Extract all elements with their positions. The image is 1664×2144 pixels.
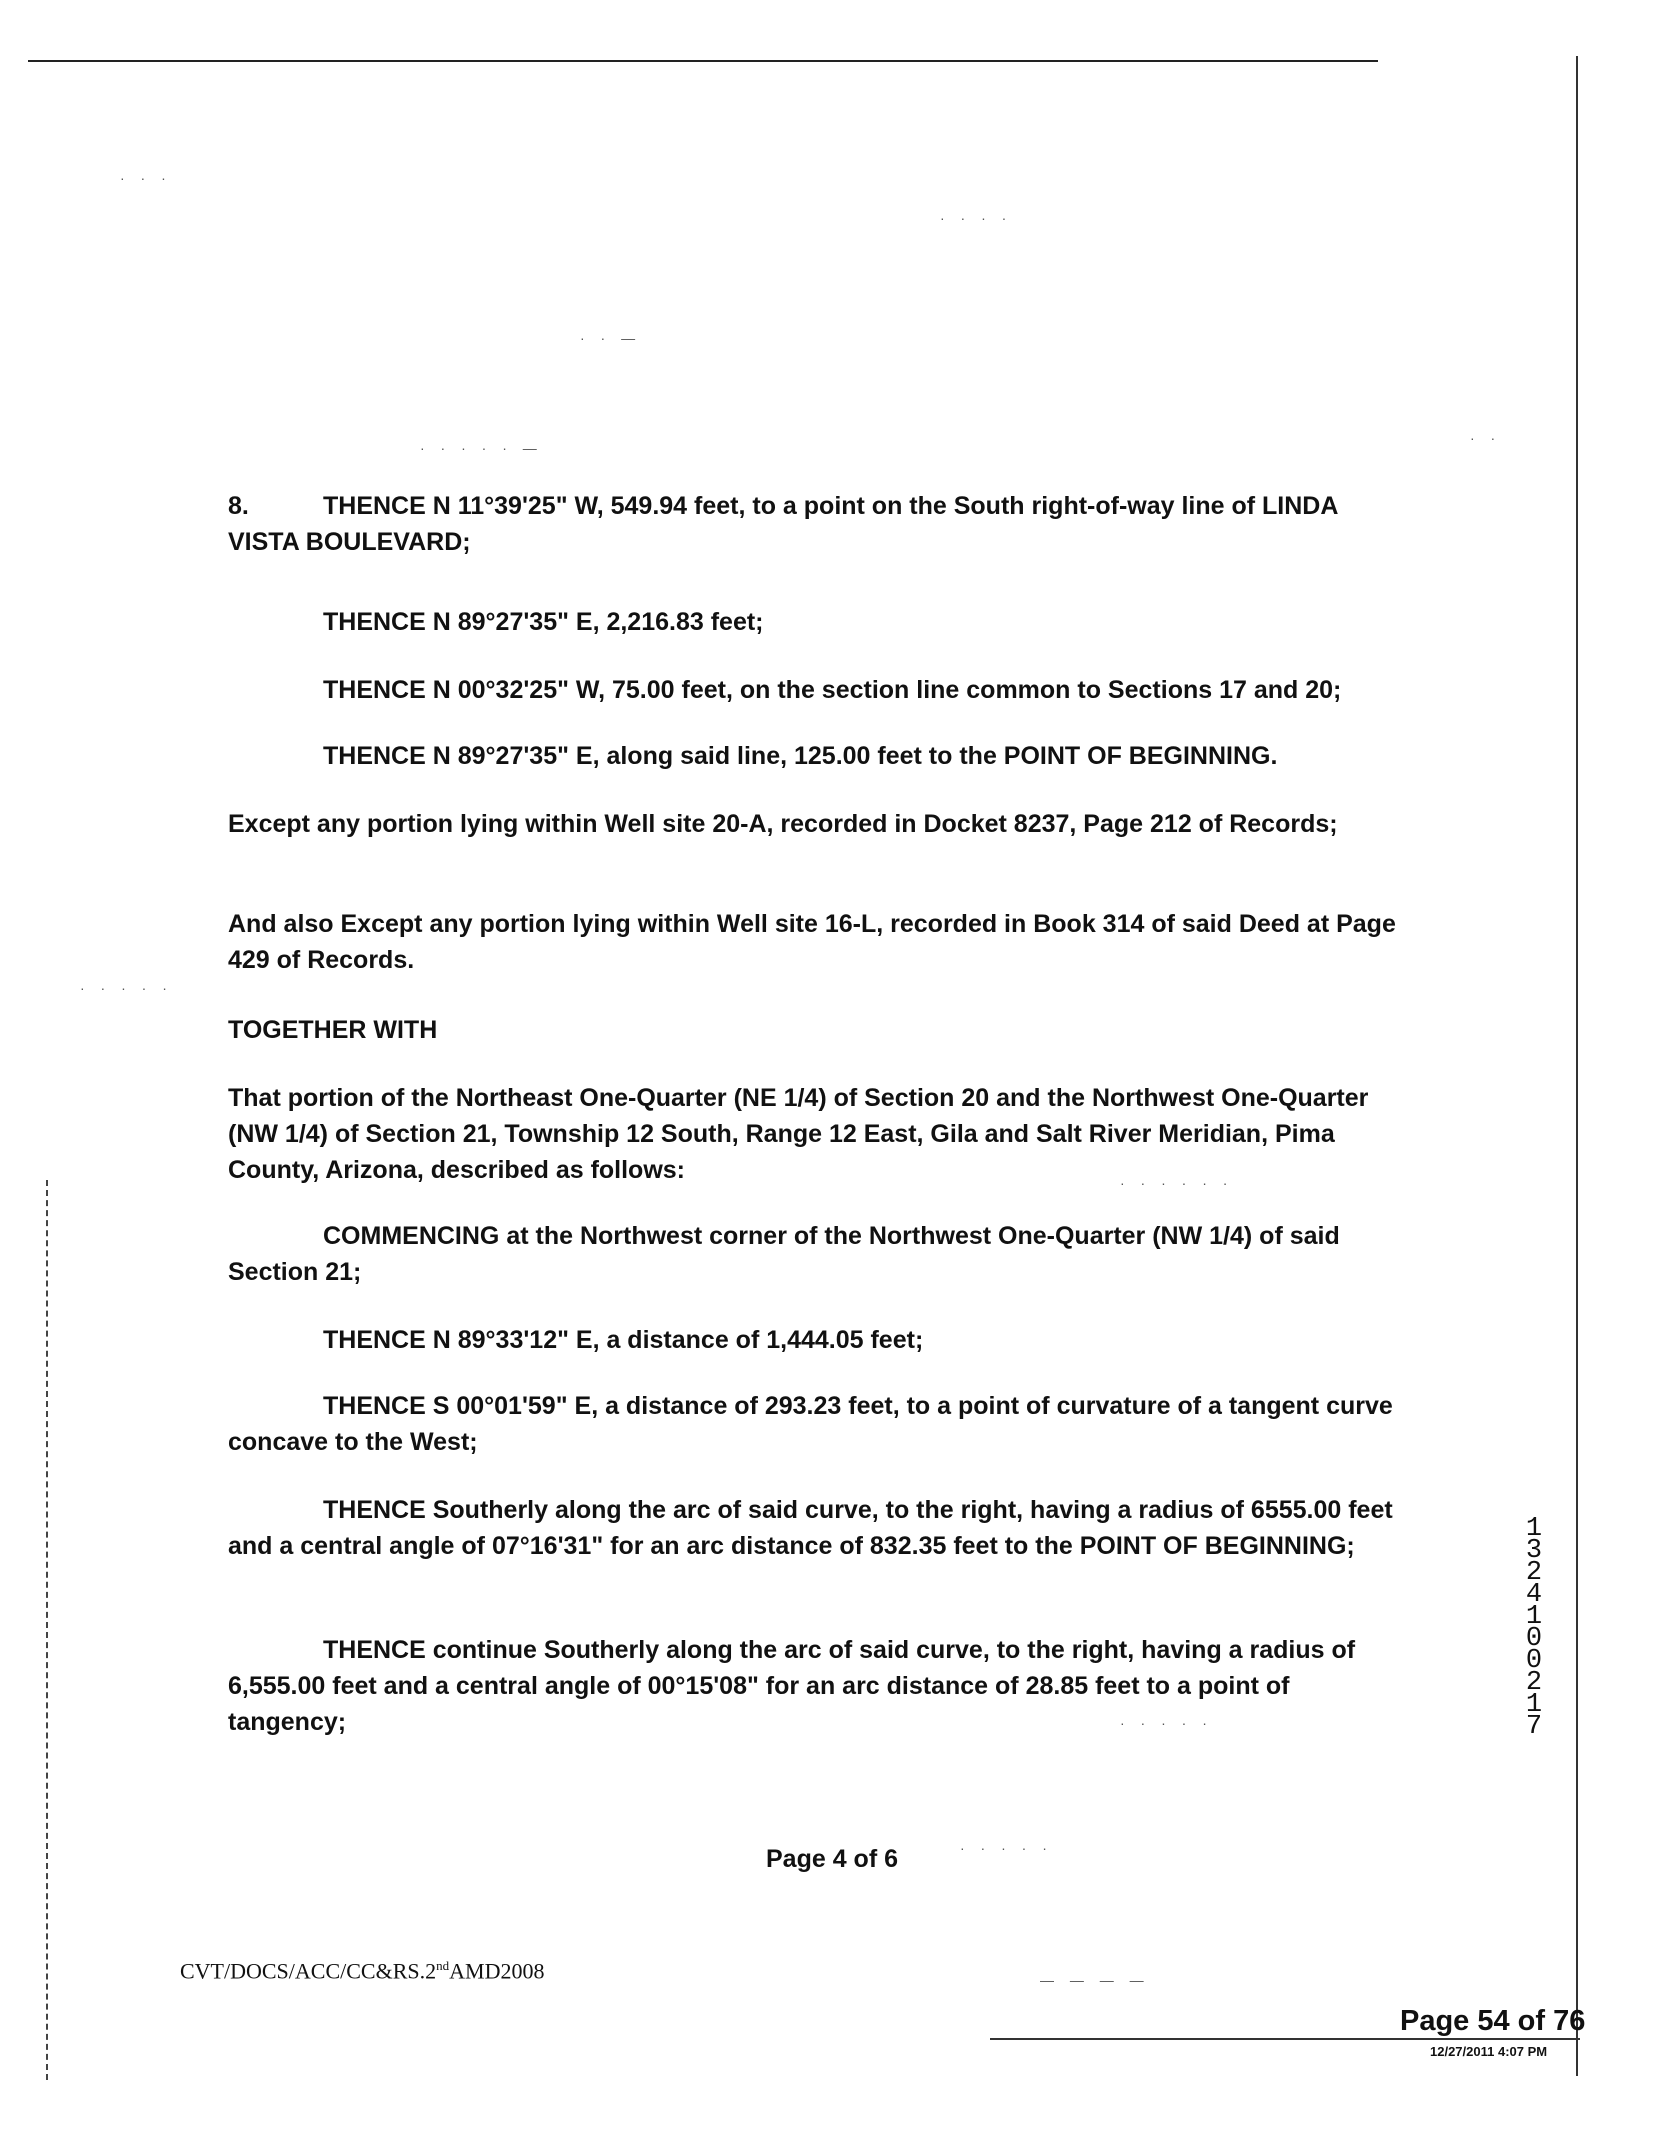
file-ref-suffix: AMD2008 [449,1958,545,1984]
scan-noise: · · · · · — [420,440,543,456]
scan-noise: — — — — [1040,1972,1150,1988]
thence-line: THENCE N 00°32'25" W, 75.00 feet, on the section line common to Sections 17 and 20; [323,676,1342,704]
thence-line: THENCE N 89°27'35" E, 2,216.83 feet; [323,608,764,636]
left-margin-rule [46,1180,48,2080]
scan-noise: · · · · · [80,980,173,996]
scan-noise: · · · · · [1120,1715,1213,1731]
scan-noise: · · — [580,330,642,346]
section-heading: TOGETHER WITH [228,1016,438,1044]
top-rule [28,60,1378,62]
thence-line: THENCE N 89°33'12" E, a distance of 1,444.05 feet; [323,1326,924,1354]
file-reference [180,1958,544,1984]
paragraph-8 [228,488,1408,560]
exception-paragraph: Except any portion lying within Well site 20-A, recorded in Docket 8237, Page 212 of Records; [228,810,1338,838]
scan-noise: · · · [120,170,172,186]
page-label: Page 4 of 6 [766,1845,898,1873]
parcel-description: That portion of the Northeast One-Quarter (NE 1/4) of Section 20 and the Northwest One-Quarter (NW 1/4) of Section 21, Township 12 South, Range 12 East, Gila and Salt River Meridian, Pima County, Arizona, described as follows: [228,1084,1369,1184]
scan-noise: · · · · · [960,1840,1053,1856]
scan-noise: · · · · · · [1120,1175,1234,1191]
file-ref-prefix: CVT/DOCS/ACC/CC&RS.2 [180,1958,437,1984]
thence-paragraph: THENCE continue Southerly along the arc of said curve, to the right, having a radius of 6,555.00 feet and a central angle of 00°15'08" for an arc distance of 28.85 feet to a point of tangency; [228,1636,1356,1736]
thence-paragraph: THENCE Southerly along the arc of said curve, to the right, having a radius of 6555.00 feet and a central angle of 07°16'31" for an arc distance of 832.35 feet to the POINT OF BEGINNING; [228,1496,1393,1560]
recording-stamp: 13241 00217 [1525,1514,1543,1742]
thence-line: THENCE N 89°27'35" E, along said line, 125.00 feet to the POINT OF BEGINNING. [323,742,1278,770]
file-ref-superscript: nd [436,1958,450,1973]
paragraph-text: THENCE N 11°39'25" W, 549.94 feet, to a point on the South right-of-way line of LINDA VISTA BOULEVARD; [228,492,1338,556]
bottom-rule [990,2038,1580,2040]
commencing-paragraph: COMMENCING at the Northwest corner of the Northwest One-Quarter (NW 1/4) of said Section 21; [228,1222,1340,1286]
right-margin-rule [1576,56,1578,2076]
paragraph-number: 8. [228,492,249,520]
scan-noise: · · · · [940,210,1013,226]
page-count: Page 54 of 76 [1400,2005,1586,2037]
thence-paragraph: THENCE S 00°01'59" E, a distance of 293.23 feet, to a point of curvature of a tangent curve concave to the West; [228,1392,1393,1456]
exception-paragraph: And also Except any portion lying within Well site 16-L, recorded in Book 314 of said Deed at Page 429 of Records. [228,910,1396,974]
scan-noise: · · [1470,430,1502,446]
print-timestamp: 12/27/2011 4:07 PM [1430,2044,1548,2059]
